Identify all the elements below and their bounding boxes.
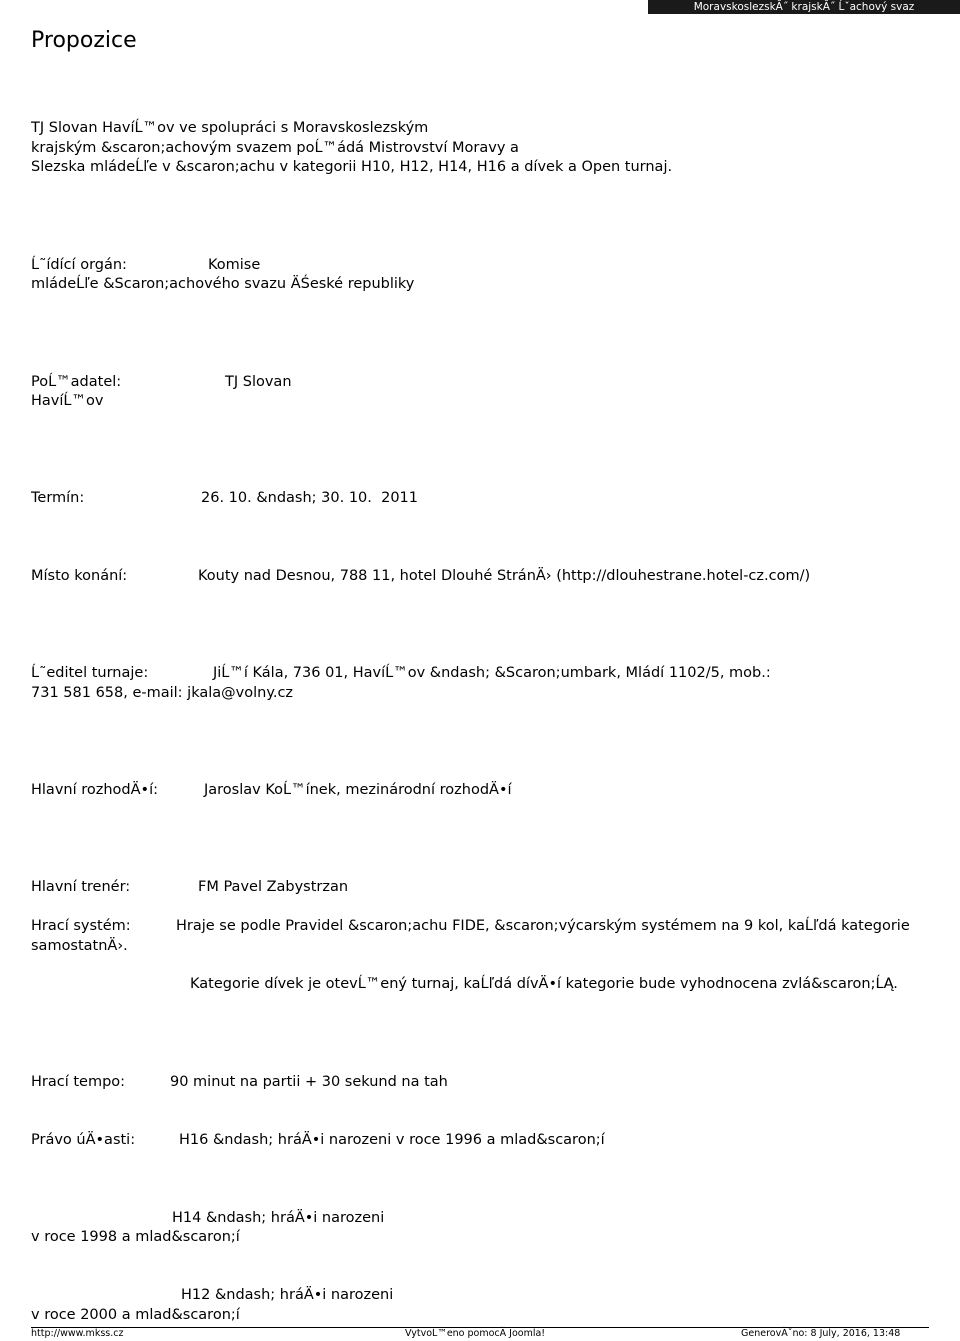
trener-value: FM Pavel Zabystrzan (198, 879, 349, 895)
footer-generated: GenerovĂˇno: 8 July, 2016, 13:48 (741, 1328, 901, 1339)
rozhodci-label: Hlavní rozhodÄ•í: (31, 782, 159, 798)
ridici-value: Komise (208, 257, 261, 273)
footer-url-link[interactable]: http://www.mkss.cz (31, 1328, 124, 1339)
tempo-value: 90 minut na partii + 30 sekund na tah (170, 1074, 448, 1090)
poradatel-value: TJ Slovan (225, 374, 292, 390)
trener-label: Hlavní trenér: (31, 879, 131, 895)
ridici-value-cont: mládeĹľe &Scaron;achového svazu ÄŚeské republiky (31, 276, 415, 292)
reditel-value-cont: 731 581 658, e-mail: jkala@volny.cz (31, 685, 294, 701)
poradatel-label: PoĹ™adatel: (31, 374, 122, 390)
pravo-h14-cont: v roce 1998 a mlad&scaron;í (31, 1229, 240, 1245)
pravo-h12-cont: v roce 2000 a mlad&scaron;í (31, 1307, 240, 1323)
poradatel-value-cont: HavíĹ™ov (31, 393, 104, 409)
pravo-h14: H14 &ndash; hráÄ•i narozeni (172, 1210, 385, 1226)
termin-value: 26. 10. &ndash; 30. 10. 2011 (201, 490, 419, 506)
system-value: Hraje se podle Pravidel &scaron;achu FIDE, &scaron;výcarským systémem na 9 kol, kaĹľdá kategorie (176, 918, 910, 934)
reditel-label: Ĺ˜editel turnaje: (31, 665, 149, 681)
page-title: Propozice (31, 28, 137, 53)
intro-line: krajským &scaron;achovým svazem poĹ™ádá Mistrovství Moravy a (31, 140, 519, 156)
pravo-label: Právo úÄ•asti: (31, 1132, 136, 1148)
pravo-h16: H16 &ndash; hráÄ•i narozeni v roce 1996 a mlad&scaron;í (179, 1132, 605, 1148)
tempo-label: Hrací tempo: (31, 1074, 126, 1090)
pravo-h12: H12 &ndash; hráÄ•i narozeni (181, 1287, 394, 1303)
intro-line: TJ Slovan HavíĹ™ov ve spolupráci s Moravskoslezským (31, 120, 429, 136)
ridici-label: Ĺ˜ídící orgán: (31, 257, 127, 273)
termin-label: Termín: (31, 490, 85, 506)
system-value-cont: samostatnÄ›. (31, 938, 128, 954)
reditel-value: JiĹ™í Kála, 736 01, HavíĹ™ov &ndash; &Scaron;umbark, Mládí 1102/5, mob.: (213, 665, 771, 681)
system-note: Kategorie dívek je otevĹ™ený turnaj, kaĹľdá dívÄ•í kategorie bude vyhodnocena zvlá&scaron;ĹĄ. (190, 976, 898, 992)
rozhodci-value: Jaroslav KoĹ™ínek, mezinárodní rozhodÄ•í (204, 782, 512, 798)
system-label: Hrací systém: (31, 918, 131, 934)
misto-value: Kouty nad Desnou, 788 11, hotel Dlouhé StránÄ› (http://dlouhestrane.hotel-cz.com/) (198, 568, 811, 584)
footer-created: VytvoĹ™eno pomocĂ Joomla! (405, 1328, 546, 1339)
site-header-banner: MoravskoslezskĂ˝ krajskĂ˝ Ĺˇachový svaz (648, 0, 960, 14)
intro-line: Slezska mládeĹľe v &scaron;achu v kategorii H10, H12, H14, H16 a dívek a Open turnaj. (31, 159, 673, 175)
misto-label: Místo konání: (31, 568, 128, 584)
